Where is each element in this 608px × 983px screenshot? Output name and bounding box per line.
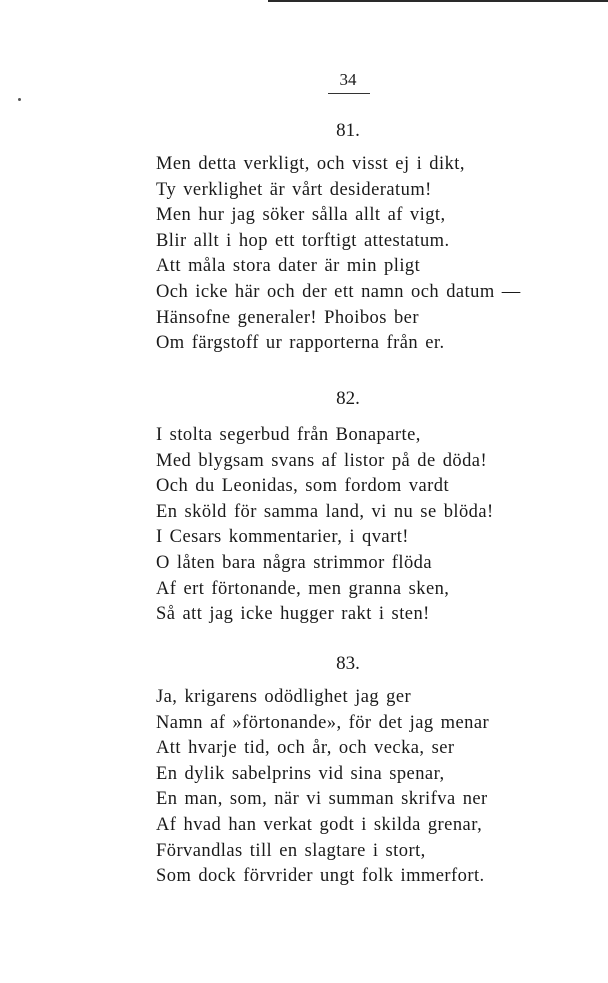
verse-line: Ja, krigarens odödlighet jag ger xyxy=(156,687,412,707)
verse-line: En man, som, när vi summan skrifva ner xyxy=(156,789,488,810)
verse-line: Så att jag icke hugger rakt i sten! xyxy=(156,604,430,625)
verse-line: Af ert förtonande, men granna sken, xyxy=(156,578,450,599)
verse-line: Att hvarje tid, och år, och vecka, ser xyxy=(156,738,455,759)
page-number: 34 xyxy=(339,70,357,89)
stanza-number-82: 82. xyxy=(336,388,360,409)
page-number-underline xyxy=(328,93,370,94)
verse-line: Med blygsam svans af listor på de döda! xyxy=(156,450,488,471)
verse-line: Förvandlas till en slagtare i stort, xyxy=(156,840,426,861)
verse-line: En dylik sabelprins vid sina spenar, xyxy=(156,763,445,784)
stanza-83 xyxy=(156,685,576,890)
verse-line: Och icke här och der ett namn och datum — xyxy=(156,281,521,302)
verse-line: Blir allt i hop ett torftigt attestatum. xyxy=(156,230,450,251)
stanza-81 xyxy=(156,152,576,357)
verse-line: Men detta verkligt, och visst ej i dikt, xyxy=(156,154,465,174)
top-edge-rule xyxy=(268,0,608,2)
stanza-number-83: 83. xyxy=(336,653,360,674)
stanza-82 xyxy=(156,423,576,628)
verse-line: En sköld för samma land, vi nu se blöda! xyxy=(156,501,494,522)
verse-line: Ty verklighet är vårt desideratum! xyxy=(156,179,432,200)
verse-line: I Cesars kommentarier, i qvart! xyxy=(156,527,409,548)
verse-line: Af hvad han verkat godt i skilda grenar, xyxy=(156,814,483,835)
paper-speck xyxy=(18,98,21,101)
verse-line: Och du Leonidas, som fordom vardt xyxy=(156,476,450,497)
verse-line: Hänsofne generaler! Phoibos ber xyxy=(156,307,419,328)
verse-line: I stolta segerbud från Bonaparte, xyxy=(156,425,421,445)
verse-line: Som dock förvrider ungt folk immerfort. xyxy=(156,866,485,887)
verse-line: Att måla stora dater är min pligt xyxy=(156,256,421,277)
stanza-number-81: 81. xyxy=(336,120,360,141)
verse-line: Men hur jag söker sålla allt af vigt, xyxy=(156,205,446,226)
verse-line: Namn af »förtonande», för det jag menar xyxy=(156,712,490,733)
verse-line: Om färgstoff ur rapporterna från er. xyxy=(156,333,445,354)
verse-line: O låten bara några strimmor flöda xyxy=(156,552,433,573)
